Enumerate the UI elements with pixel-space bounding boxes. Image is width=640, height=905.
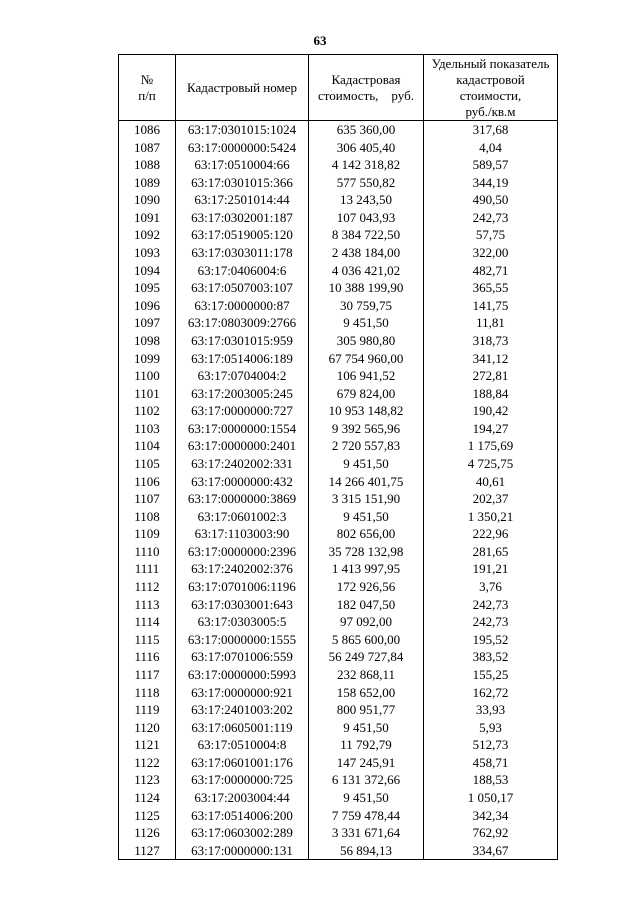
table-row (119, 226, 558, 244)
cadastral-value-table (118, 54, 558, 860)
cadastral-value-cell: 635 360,00 (309, 121, 424, 139)
specific-value-cell: 512,73 (424, 736, 558, 754)
header-specific-value-line: руб./кв.м (465, 103, 516, 119)
specific-value-cell: 589,57 (424, 156, 558, 174)
row-number-cell: 1117 (119, 666, 176, 684)
cadastral-value-cell: 97 092,00 (309, 613, 424, 631)
table-row (119, 807, 558, 825)
specific-value-cell: 195,52 (424, 631, 558, 649)
cadastral-number-cell: 63:17:0514006:189 (176, 350, 309, 368)
cadastral-value-cell: 106 941,52 (309, 367, 424, 385)
table-header (119, 55, 558, 121)
table-body (119, 121, 558, 860)
header-num (119, 55, 176, 121)
row-number-cell: 1110 (119, 543, 176, 561)
cadastral-number-cell: 63:17:0000000:131 (176, 842, 309, 860)
row-number-cell: 1090 (119, 191, 176, 209)
cadastral-value-cell: 306 405,40 (309, 139, 424, 157)
cadastral-value-cell: 9 451,50 (309, 455, 424, 473)
cadastral-number-cell: 63:17:0514006:200 (176, 807, 309, 825)
row-number-cell: 1107 (119, 490, 176, 508)
specific-value-cell: 365,55 (424, 279, 558, 297)
cadastral-value-cell: 2 438 184,00 (309, 244, 424, 262)
table-row (119, 719, 558, 737)
cadastral-number-cell: 63:17:2501014:44 (176, 191, 309, 209)
cadastral-number-cell: 63:17:0301015:1024 (176, 121, 309, 139)
specific-value-cell: 40,61 (424, 473, 558, 491)
cadastral-value-cell: 11 792,79 (309, 736, 424, 754)
table-row (119, 824, 558, 842)
cadastral-number-cell: 63:17:2402002:331 (176, 455, 309, 473)
header-specific-value-line: кадастровой (456, 71, 525, 87)
row-number-cell: 1095 (119, 279, 176, 297)
cadastral-value-cell: 9 451,50 (309, 789, 424, 807)
specific-value-cell: 188,84 (424, 385, 558, 403)
table-row (119, 596, 558, 614)
row-number-cell: 1106 (119, 473, 176, 491)
specific-value-cell: 458,71 (424, 754, 558, 772)
row-number-cell: 1089 (119, 174, 176, 192)
cadastral-number-cell: 63:17:1103003:90 (176, 525, 309, 543)
cadastral-number-cell: 63:17:0302001:187 (176, 209, 309, 227)
row-number-cell: 1103 (119, 420, 176, 438)
cadastral-value-cell: 5 865 600,00 (309, 631, 424, 649)
table-row (119, 631, 558, 649)
table-row (119, 350, 558, 368)
cadastral-value-cell: 172 926,56 (309, 578, 424, 596)
specific-value-cell: 242,73 (424, 613, 558, 631)
cadastral-number-cell: 63:17:0406004:6 (176, 262, 309, 280)
specific-value-cell: 222,96 (424, 525, 558, 543)
table-row (119, 701, 558, 719)
cadastral-value-cell: 7 759 478,44 (309, 807, 424, 825)
table-row (119, 842, 558, 860)
cadastral-value-cell: 56 894,13 (309, 842, 424, 860)
specific-value-cell: 33,93 (424, 701, 558, 719)
table-row (119, 314, 558, 332)
specific-value-cell: 1 050,17 (424, 789, 558, 807)
table-row (119, 613, 558, 631)
table-row (119, 385, 558, 403)
row-number-cell: 1122 (119, 754, 176, 772)
table-row (119, 684, 558, 702)
cadastral-value-cell: 6 131 372,66 (309, 771, 424, 789)
table-row (119, 789, 558, 807)
row-number-cell: 1086 (119, 121, 176, 139)
cadastral-value-cell: 1 413 997,95 (309, 560, 424, 578)
row-number-cell: 1109 (119, 525, 176, 543)
cadastral-number-cell: 63:17:0601001:176 (176, 754, 309, 772)
table-row (119, 754, 558, 772)
cadastral-number-cell: 63:17:0507003:107 (176, 279, 309, 297)
table-row (119, 209, 558, 227)
header-specific-value-line: Удельный показатель (431, 55, 550, 71)
cadastral-value-cell: 13 243,50 (309, 191, 424, 209)
page-number: 63 (313, 33, 327, 48)
cadastral-value-cell: 577 550,82 (309, 174, 424, 192)
specific-value-cell: 281,65 (424, 543, 558, 561)
row-number-cell: 1088 (119, 156, 176, 174)
row-number-cell: 1105 (119, 455, 176, 473)
cadastral-number-cell: 63:17:0605001:119 (176, 719, 309, 737)
row-number-cell: 1087 (119, 139, 176, 157)
cadastral-value-cell: 9 451,50 (309, 314, 424, 332)
cadastral-value-cell: 9 451,50 (309, 508, 424, 526)
table-row (119, 490, 558, 508)
table-row (119, 121, 558, 139)
cadastral-value-cell: 67 754 960,00 (309, 350, 424, 368)
row-number-cell: 1126 (119, 824, 176, 842)
specific-value-cell: 490,50 (424, 191, 558, 209)
specific-value-cell: 342,34 (424, 807, 558, 825)
cadastral-value-cell: 35 728 132,98 (309, 543, 424, 561)
cadastral-value-cell: 9 451,50 (309, 719, 424, 737)
specific-value-cell: 383,52 (424, 648, 558, 666)
cadastral-value-cell: 10 388 199,90 (309, 279, 424, 297)
header-cadastral-value-line: Кадастровая (331, 71, 401, 87)
table-row (119, 473, 558, 491)
cadastral-value-cell: 147 245,91 (309, 754, 424, 772)
cadastral-value-cell: 3 315 151,90 (309, 490, 424, 508)
cadastral-value-cell: 2 720 557,83 (309, 437, 424, 455)
specific-value-cell: 322,00 (424, 244, 558, 262)
cadastral-value-cell: 56 249 727,84 (309, 648, 424, 666)
row-number-cell: 1104 (119, 437, 176, 455)
cadastral-number-cell: 63:17:0000000:3869 (176, 490, 309, 508)
specific-value-cell: 141,75 (424, 297, 558, 315)
specific-value-cell: 242,73 (424, 209, 558, 227)
cadastral-value-cell: 8 384 722,50 (309, 226, 424, 244)
row-number-cell: 1121 (119, 736, 176, 754)
specific-value-cell: 5,93 (424, 719, 558, 737)
row-number-cell: 1093 (119, 244, 176, 262)
row-number-cell: 1112 (119, 578, 176, 596)
table-row (119, 244, 558, 262)
row-number-cell: 1114 (119, 613, 176, 631)
specific-value-cell: 202,37 (424, 490, 558, 508)
table-row (119, 736, 558, 754)
row-number-cell: 1101 (119, 385, 176, 403)
header-cadastral-number-line: Кадастровый номер (186, 79, 298, 95)
cadastral-number-cell: 63:17:0000000:2401 (176, 437, 309, 455)
cadastral-number-cell: 63:17:0303011:178 (176, 244, 309, 262)
table-row (119, 191, 558, 209)
cadastral-number-cell: 63:17:0601002:3 (176, 508, 309, 526)
header-cadastral-value (309, 55, 424, 121)
cadastral-value-cell: 14 266 401,75 (309, 473, 424, 491)
table-row (119, 156, 558, 174)
cadastral-number-cell: 63:17:0000000:87 (176, 297, 309, 315)
cadastral-value-cell: 802 656,00 (309, 525, 424, 543)
table-row (119, 455, 558, 473)
row-number-cell: 1120 (119, 719, 176, 737)
row-number-cell: 1124 (119, 789, 176, 807)
row-number-cell: 1116 (119, 648, 176, 666)
row-number-cell: 1094 (119, 262, 176, 280)
row-number-cell: 1119 (119, 701, 176, 719)
row-number-cell: 1100 (119, 367, 176, 385)
cadastral-value-cell: 30 759,75 (309, 297, 424, 315)
cadastral-number-cell: 63:17:0603002:289 (176, 824, 309, 842)
table-row (119, 560, 558, 578)
specific-value-cell: 1 175,69 (424, 437, 558, 455)
row-number-cell: 1123 (119, 771, 176, 789)
cadastral-number-cell: 63:17:0303001:643 (176, 596, 309, 614)
row-number-cell: 1111 (119, 560, 176, 578)
specific-value-cell: 3,76 (424, 578, 558, 596)
cadastral-value-cell: 182 047,50 (309, 596, 424, 614)
cadastral-number-cell: 63:17:0000000:2396 (176, 543, 309, 561)
cadastral-value-cell: 158 652,00 (309, 684, 424, 702)
specific-value-cell: 242,73 (424, 596, 558, 614)
specific-value-cell: 191,21 (424, 560, 558, 578)
specific-value-cell: 1 350,21 (424, 508, 558, 526)
row-number-cell: 1125 (119, 807, 176, 825)
specific-value-cell: 272,81 (424, 367, 558, 385)
cadastral-number-cell: 63:17:0000000:727 (176, 402, 309, 420)
specific-value-cell: 194,27 (424, 420, 558, 438)
header-num-line: п/п (138, 87, 156, 103)
cadastral-number-cell: 63:17:2402002:376 (176, 560, 309, 578)
specific-value-cell: 334,67 (424, 842, 558, 860)
specific-value-cell: 190,42 (424, 402, 558, 420)
row-number-cell: 1091 (119, 209, 176, 227)
cadastral-number-cell: 63:17:0000000:1554 (176, 420, 309, 438)
cadastral-number-cell: 63:17:0803009:2766 (176, 314, 309, 332)
cadastral-number-cell: 63:17:0303005:5 (176, 613, 309, 631)
table-row (119, 297, 558, 315)
header-specific-value (424, 55, 558, 121)
header-num-line: № (140, 71, 154, 87)
row-number-cell: 1118 (119, 684, 176, 702)
cadastral-value-cell: 305 980,80 (309, 332, 424, 350)
cadastral-number-cell: 63:17:0000000:5993 (176, 666, 309, 684)
cadastral-number-cell: 63:17:2401003:202 (176, 701, 309, 719)
cadastral-number-cell: 63:17:0701006:1196 (176, 578, 309, 596)
table-row (119, 139, 558, 157)
table-row (119, 648, 558, 666)
cadastral-number-cell: 63:17:2003005:245 (176, 385, 309, 403)
cadastral-value-cell: 4 142 318,82 (309, 156, 424, 174)
header-cadastral-value-line: стоимость, руб. (318, 87, 414, 103)
table-row (119, 262, 558, 280)
cadastral-number-cell: 63:17:0301015:959 (176, 332, 309, 350)
table-row (119, 279, 558, 297)
header-row (119, 55, 558, 121)
table-row (119, 332, 558, 350)
cadastral-number-cell: 63:17:0701006:559 (176, 648, 309, 666)
specific-value-cell: 482,71 (424, 262, 558, 280)
specific-value-cell: 155,25 (424, 666, 558, 684)
row-number-cell: 1127 (119, 842, 176, 860)
cadastral-number-cell: 63:17:0000000:5424 (176, 139, 309, 157)
row-number-cell: 1092 (119, 226, 176, 244)
cadastral-number-cell: 63:17:0000000:725 (176, 771, 309, 789)
cadastral-value-cell: 679 824,00 (309, 385, 424, 403)
row-number-cell: 1098 (119, 332, 176, 350)
specific-value-cell: 4,04 (424, 139, 558, 157)
cadastral-value-cell: 800 951,77 (309, 701, 424, 719)
table-row (119, 578, 558, 596)
row-number-cell: 1096 (119, 297, 176, 315)
table-row (119, 420, 558, 438)
row-number-cell: 1102 (119, 402, 176, 420)
cadastral-value-cell: 107 043,93 (309, 209, 424, 227)
table-row (119, 367, 558, 385)
specific-value-cell: 317,68 (424, 121, 558, 139)
cadastral-number-cell: 63:17:0704004:2 (176, 367, 309, 385)
cadastral-number-cell: 63:17:0000000:432 (176, 473, 309, 491)
cadastral-number-cell: 63:17:0510004:8 (176, 736, 309, 754)
table-row (119, 437, 558, 455)
cadastral-value-cell: 9 392 565,96 (309, 420, 424, 438)
specific-value-cell: 11,81 (424, 314, 558, 332)
cadastral-number-cell: 63:17:2003004:44 (176, 789, 309, 807)
specific-value-cell: 57,75 (424, 226, 558, 244)
table-row (119, 666, 558, 684)
table-row (119, 508, 558, 526)
header-specific-value-line: стоимости, (459, 87, 522, 103)
cadastral-number-cell: 63:17:0000000:1555 (176, 631, 309, 649)
row-number-cell: 1097 (119, 314, 176, 332)
specific-value-cell: 318,73 (424, 332, 558, 350)
table-row (119, 174, 558, 192)
specific-value-cell: 341,12 (424, 350, 558, 368)
row-number-cell: 1113 (119, 596, 176, 614)
cadastral-value-cell: 10 953 148,82 (309, 402, 424, 420)
row-number-cell: 1108 (119, 508, 176, 526)
cadastral-number-cell: 63:17:0519005:120 (176, 226, 309, 244)
table-row (119, 402, 558, 420)
row-number-cell: 1115 (119, 631, 176, 649)
cadastral-value-cell: 3 331 671,64 (309, 824, 424, 842)
header-cadastral-number (176, 55, 309, 121)
table-row (119, 543, 558, 561)
row-number-cell: 1099 (119, 350, 176, 368)
cadastral-value-cell: 4 036 421,02 (309, 262, 424, 280)
table-row (119, 771, 558, 789)
cadastral-number-cell: 63:17:0000000:921 (176, 684, 309, 702)
cadastral-value-cell: 232 868,11 (309, 666, 424, 684)
specific-value-cell: 162,72 (424, 684, 558, 702)
specific-value-cell: 344,19 (424, 174, 558, 192)
table-row (119, 525, 558, 543)
cadastral-number-cell: 63:17:0510004:66 (176, 156, 309, 174)
cadastral-number-cell: 63:17:0301015:366 (176, 174, 309, 192)
specific-value-cell: 4 725,75 (424, 455, 558, 473)
specific-value-cell: 188,53 (424, 771, 558, 789)
specific-value-cell: 762,92 (424, 824, 558, 842)
